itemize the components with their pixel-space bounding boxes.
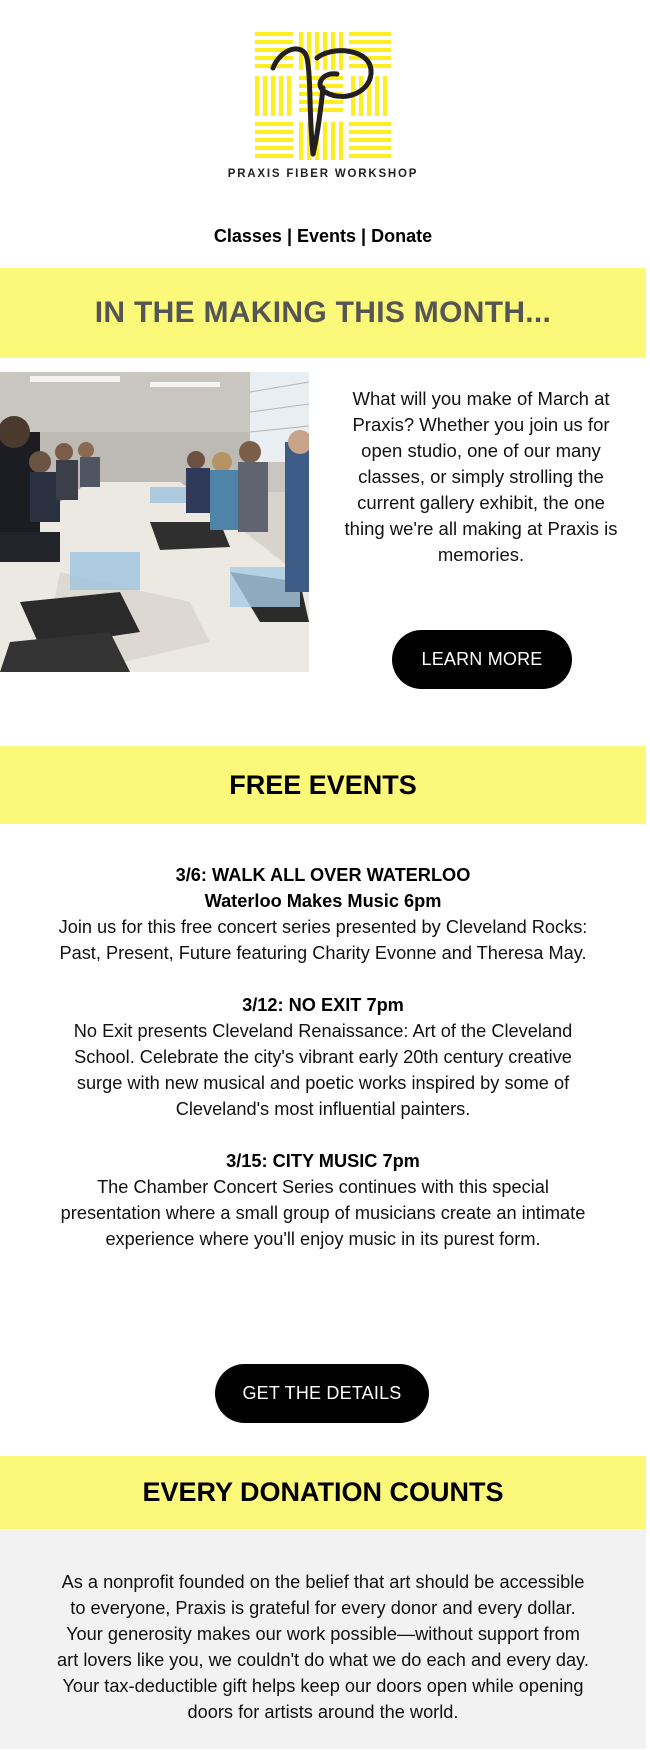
event-description: The Chamber Concert Series continues with this special presentation where a small group of musicians create an intimate experience where you'll enjoy music in its purest form. [60,1177,586,1249]
donation-section [0,1529,646,1749]
praxis-logo[interactable] [251,28,395,162]
event-item [55,862,591,966]
nav-link-donate[interactable]: Donate [371,226,433,246]
section-title: EVERY DONATION COUNTS [142,1477,504,1507]
event-description: No Exit presents Cleveland Renaissance: Art of the Cleveland School. Celebrate the city's vibrant early 20th century creative surge with new musical and poetic works inspired by some of Cleveland's most influential painters. [73,1021,573,1119]
event-description: Join us for this free concert series presented by Cleveland Rocks: Past, Present, Future featuring Charity Evonne and Theresa May. [58,917,588,963]
nav-separator: | [286,226,292,246]
learn-more-button[interactable]: LEARN MORE [392,630,572,689]
workshop-photo[interactable] [0,372,309,672]
header [0,0,646,200]
nav-separator: | [361,226,367,246]
section-header-in-the-making [0,268,646,358]
event-heading: 3/12: NO EXIT 7pm [242,995,404,1015]
event-heading: 3/15: CITY MUSIC 7pm [226,1151,420,1171]
section-header-free-events [0,746,646,824]
event-subheading: Waterloo Makes Music 6pm [204,891,442,911]
events-section [0,824,646,1456]
event-item [55,992,591,1122]
event-item [55,1148,591,1252]
brand-name: PRAXIS FIBER WORKSHOP [227,168,419,180]
section-title: FREE EVENTS [229,769,417,800]
nav-link-events[interactable]: Events [297,226,357,246]
get-details-button[interactable]: GET THE DETAILS [215,1364,429,1423]
feature-section [0,358,646,746]
feature-description: What will you make of March at Praxis? Whether you join us for open studio, one of our many classes, or simply strolling the current gallery exhibit, the one thing we're all making at Praxis is memories. [344,388,618,565]
workshop-photo-icon [0,372,309,672]
top-nav [0,200,646,268]
nav-link-classes[interactable]: Classes [213,226,282,246]
events-list [55,862,591,1278]
section-header-donation [0,1456,646,1529]
section-title: IN THE MAKING THIS MONTH... [94,296,552,329]
event-heading: 3/6: WALK ALL OVER WATERLOO [175,865,471,885]
donation-description: As a nonprofit founded on the belief that art should be accessible to everyone, Praxis is grateful for every donor and every dollar. Your generosity makes our work possible—without support from art lovers like you, we couldn't do what we do each and every day. Your tax-deductible gift helps keep our doors open while opening doors for artists around the world. [57,1572,589,1722]
